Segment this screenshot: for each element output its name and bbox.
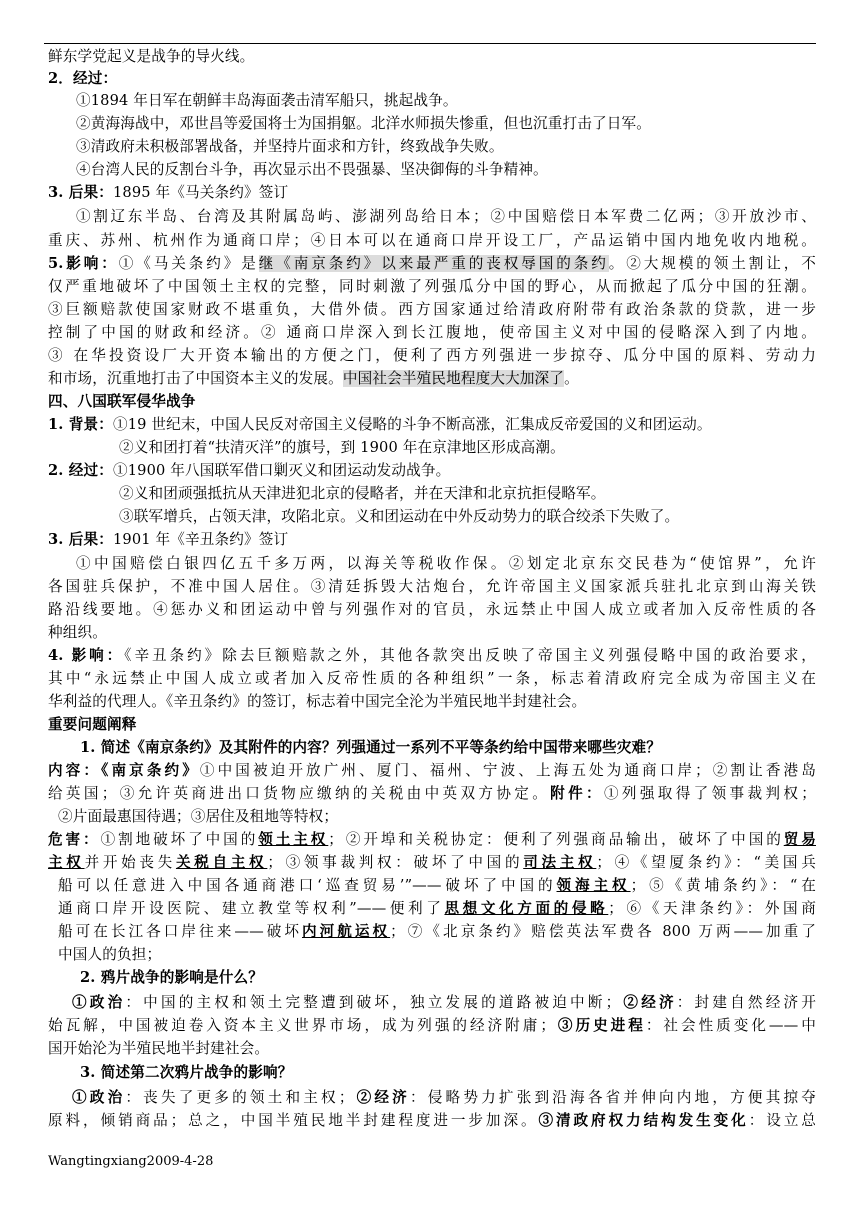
line-text: ②片面最惠国待遇；③居住及租地等特权； [58,808,339,825]
underlined-term: 关税自主权 [175,854,268,871]
line-label: 4. 影响： [48,647,125,664]
line-text: ：设立总 [748,1112,816,1129]
line-text: 。 [564,370,579,387]
text-line [48,299,816,321]
text-line [76,206,816,228]
text-line [76,90,816,112]
line-text: 国开始沦为半殖民地半封建社会。 [48,1040,270,1057]
text-line [48,368,816,390]
line-text: ①列强取得了领事裁判权； [603,785,816,802]
line-text: ：侵略势力扩张到沿海各省并伸向内地，方便其掠夺 [409,1089,816,1106]
line-text: ①割辽东半岛、台湾及其附属岛屿、澎湖列岛给日本；②中国赔偿日本军费二亿两；③开放沙市、 [76,208,816,225]
underlined-term: 思想文化方面的侵略 [444,900,609,917]
text-line [48,322,816,344]
text-line [72,1087,816,1109]
text-line [48,1038,816,1060]
text-line [48,230,816,252]
text-line [72,992,816,1014]
text-line [48,1110,816,1132]
line-label: 3. 后果： [48,184,113,201]
text-line [119,437,816,459]
keyword: ①政治 [72,994,126,1011]
line-text: 船可在长江各口岸往来——破坏 [58,923,302,940]
text-line [48,414,816,436]
line-text: 各国驻兵保护，不准中国人居住。③清廷拆毁大沽炮台，允许帝国主义国家派兵驻扎北京到山海关铁 [48,578,816,595]
text-line [48,668,816,690]
line-text: 其中“永远禁止中国人成立或者加入反帝性质的各种组织”一条，标志着清政府完全成为帝国主义在 [48,670,816,687]
underlined-term: 领海主权 [556,877,631,894]
line-text: ①中国被迫开放广州、厦门、福州、宁波、上海五处为通商口岸；②割让香港岛 [199,762,816,779]
line-text: 种组织。 [48,624,107,641]
keyword: ②经济 [353,1089,410,1106]
line-text: ③联军增兵，占领天津，攻陷北京。义和团运动在中外反动势力的联合绞杀下失败了。 [119,508,680,525]
line-text: ②义和团顽强抵抗从天津进犯北京的侵略者，并在天津和北京抗拒侵略军。 [119,485,606,502]
line-text: ①中国赔偿白银四亿五千多万两，以海关等税收作保。②划定北京东交民巷为“使馆界”，允许 [76,555,816,572]
text-line [48,829,816,851]
line-text: ；③领事裁判权：破坏了中国的 [267,854,524,871]
line-text: ；⑥《天津条约》：外国商 [608,900,816,917]
text-line [48,852,816,874]
text-line [119,506,816,528]
text-line [48,529,816,551]
line-text: 中国人的负担； [58,946,162,963]
line-text: 。②大规模的领土割让，不 [608,255,816,272]
line-text: 原料，倾销商品；总之，中国半殖民地半封建程度进一步加深。 [48,1112,539,1129]
line-text: 仅严重地破坏了中国领土主权的完整，同时刺激了列强瓜分中国的野心，从而掀起了瓜分中国的狂潮。 [48,278,816,295]
line-text: 始瓦解，中国被迫卷入资本主义世界市场，成为列强的经济附庸； [48,1017,556,1034]
heading-text: 四、八国联军侵华战争 [48,393,196,410]
heading-text: 3. 简述第二次鸦片战争的影响？ [80,1064,293,1081]
line-text: 并开始丧失 [84,854,176,871]
text-line [48,622,816,644]
underlined-term: 领土主权 [258,831,329,848]
text-line [119,483,816,505]
line-text: ③巨额赔款使国家财政不堪重负，大借外债。西方国家通过给清政府附带有政治条款的贷款，进一步 [48,301,816,318]
line-text: ①《马关条约》是 [118,255,259,272]
text-line [48,1015,816,1037]
line-label: 1. 背景： [48,416,113,433]
text-line [48,46,816,68]
heading-text: 2．经过： [48,70,118,87]
line-text: ：丧失了更多的领土和主权； [125,1089,354,1106]
highlighted-text: 继《南京条约》以来最严重的丧权辱国的条约 [258,255,609,272]
page-footer: Wangtingxiang2009-4-28 [48,1154,214,1169]
line-text: ④台湾人民的反割台斗争，再次显示出不畏强暴、坚决御侮的斗争精神。 [76,161,548,178]
text-line [58,944,826,966]
keyword: ③清政府权力结构发生变化 [538,1112,749,1129]
keyword: ③历史进程 [555,1017,646,1034]
line-text: 给英国；③允许英商进出口货物应缴纳的关税由中英双方协定。 [48,785,551,802]
keyword: ①政治 [72,1089,126,1106]
line-text: 华利益的代理人。《辛丑条约》的签订，标志着中国完全沦为半殖民地半封建社会。 [48,693,587,710]
line-text: ；⑦《北京条约》赔偿英法军费各 800 万两——加重了 [390,923,816,940]
text-line [76,113,816,135]
line-text: 控制了中国的财政和经济。② 通商口岸深入到长江腹地，使帝国主义对中国的侵略深入到了内地。 [48,324,816,341]
line-text: ①1894 年日军在朝鲜丰岛海面袭击清军船只，挑起战争。 [76,92,458,109]
text-line [48,276,816,298]
line-text: ③ 在华投资设厂大开资本输出的方便之门，便利了西方列强进一步掠夺、瓜分中国的原料、劳动力 [48,347,816,364]
line-label: 内容：《南京条约》 [48,762,200,779]
text-line [58,875,816,897]
heading-text: 2. 鸦片战争的影响是什么？ [80,969,263,986]
question-heading [80,737,816,759]
line-text: ①1900 年八国联军借口剿灭义和团运动发动战争。 [113,462,451,479]
text-line [76,136,816,158]
line-text: ：中国的主权和领土完整遭到破坏，独立发展的道路被迫中断； [125,994,621,1011]
line-text: 和市场，沉重地打击了中国资本主义的发展。 [48,370,343,387]
underlined-term: 内河航运权 [301,923,391,940]
highlighted-text: 中国社会半殖民地程度大大加深了 [342,370,565,387]
line-label: 3. 后果： [48,531,113,548]
line-text: 重庆、苏州、杭州作为通商口岸；④日本可以在通商口岸开设工厂，产品运销中国内地免收内地税。 [48,232,816,249]
question-heading [80,1062,816,1084]
text-line [48,760,816,782]
line-text: ；②开埠和关税协定：便利了列强商品输出，破坏了中国的 [328,831,784,848]
line-text: 《辛丑条约》除去巨额赔款之外，其他各款突出反映了帝国主义列强侵略中国的政治要求， [124,647,816,664]
keyword: ②经济 [620,994,677,1011]
text-line [48,783,816,805]
line-text: 1895 年《马关条约》签订 [113,184,289,201]
text-line [76,159,816,181]
line-text: ：封建自然经济开 [676,994,816,1011]
line-label: 危害： [48,831,101,848]
underlined-term: 司法主权 [523,854,597,871]
text-line [48,253,816,275]
text-line [48,345,816,367]
line-text: ②黄海海战中，邓世昌等爱国将士为国捐躯。北洋水师损失惨重，但也沉重打击了日军。 [76,115,652,132]
text-line [48,460,816,482]
line-label: 2. 经过： [48,462,113,479]
text-line [48,691,816,713]
underlined-term: 主权 [48,854,85,871]
line-text: ①19 世纪末，中国人民反对帝国主义侵略的斗争不断高涨，汇集成反帝爱国的义和团运动。 [113,416,712,433]
text-line [58,898,816,920]
text-line [48,645,816,667]
line-text: 通商口岸开设医院、建立教堂等权利”——便利了 [58,900,445,917]
line-text: 路沿线要地。④惩办义和团运动中曾与列强作对的官员，永远禁止中国人成立或者加入反帝性质的各 [48,601,816,618]
text-line [48,182,816,204]
underlined-term: 贸易 [783,831,816,848]
question-heading [80,967,816,989]
line-text: ③清政府未积极部署战备，并坚持片面求和方针，终致战争失败。 [76,138,504,155]
text-line [58,806,826,828]
section-heading [48,714,816,736]
text-line [48,599,816,621]
line-text: 船可以任意进入中国各通商港口‘巡查贸易’”——破坏了中国的 [58,877,557,894]
section-heading [48,68,816,90]
header-rule [44,43,816,44]
line-text: ①割地破坏了中国的 [100,831,259,848]
line-text: ：社会性质变化——中 [645,1017,816,1034]
heading-text: 1. 简述《南京条约》及其附件的内容？列强通过一系列不平等条约给中国带来哪些灾难？ [80,739,662,756]
line-text: 1901 年《辛丑条约》签订 [113,531,289,548]
section-heading [48,391,816,413]
line-text: ；⑤《黄埔条约》：“在 [630,877,816,894]
text-line [58,921,816,943]
line-text: ②义和团打着“扶清灭洋”的旗号，到 1900 年在京津地区形成高潮。 [119,439,565,456]
text-line [76,553,816,575]
text-line [48,576,816,598]
line-text: 鲜东学党起义是战争的导火线。 [48,48,255,65]
line-label: 5.影响： [48,255,119,272]
line-label: 附件： [550,785,604,802]
line-text: ；④《望厦条约》：“美国兵 [596,854,816,871]
heading-text: 重要问题阐释 [48,716,137,733]
